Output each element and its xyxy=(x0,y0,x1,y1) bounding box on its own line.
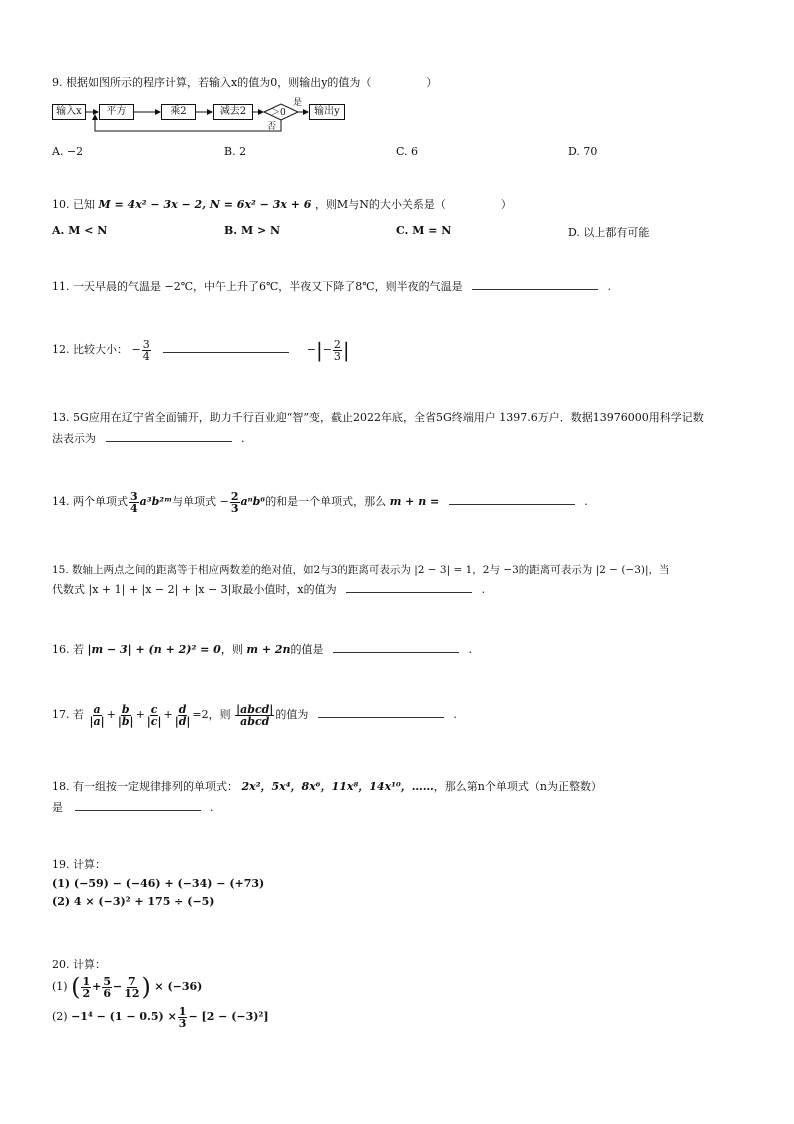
q14-prefix: 14. 两个单项式 xyxy=(52,495,128,508)
q12-left-fraction xyxy=(142,339,151,362)
flow-times2-box: 乘2 xyxy=(161,104,196,120)
q13-line2 xyxy=(52,431,245,446)
q10-option-b[interactable]: B. M > N xyxy=(224,224,281,237)
fraction-numerator: 5 xyxy=(103,974,111,988)
q14-fraction-2 xyxy=(230,491,240,514)
fraction-denominator: 12 xyxy=(124,986,140,1000)
q15-line2-text: 代数式 |x + 1| + |x − 2| + |x − 3|取最小值时，x的值为 xyxy=(52,583,337,596)
flow-condition: ＞0 xyxy=(271,108,286,118)
fraction-numerator: 2 xyxy=(333,337,341,351)
fraction-numerator: b xyxy=(121,702,130,716)
q10-option-c[interactable]: C. M = N xyxy=(396,224,452,237)
q19-title: 19. 计算： xyxy=(52,858,106,871)
q20-part2 xyxy=(52,1002,269,1032)
fraction-numerator: 1 xyxy=(178,1004,187,1018)
fraction-numerator: 3 xyxy=(142,337,150,351)
fraction-numerator: d xyxy=(178,702,187,716)
q20-title: 20. 计算： xyxy=(52,958,106,971)
q12-right-fraction xyxy=(333,339,342,362)
q16-prefix: 16. 若 xyxy=(52,643,84,656)
q12-right-sign: − xyxy=(306,343,316,356)
flow-no-label: 否 xyxy=(267,122,277,132)
q20-part1: (1) ( $\frac{1}{2}$ + $\frac{5}{6}$ − $\frac{7}{12}$ ) × (−36) xyxy=(52,973,203,1001)
q17-fraction-a xyxy=(89,704,106,727)
q12-left-sign: − xyxy=(131,343,141,356)
q15-answer-blank[interactable] xyxy=(346,582,472,593)
paren-right: ) xyxy=(141,973,151,1001)
q11-answer-blank[interactable] xyxy=(472,279,598,290)
q18-answer-blank[interactable] xyxy=(75,800,201,811)
fraction-denominator: 6 xyxy=(103,986,111,1000)
fraction-numerator: 1 xyxy=(82,974,91,988)
fraction-numerator: 7 xyxy=(128,974,136,988)
fraction-denominator: |a| xyxy=(89,714,105,728)
q20-part1-tail: × (−36) xyxy=(154,980,203,993)
q9-option-c[interactable]: C. 6 xyxy=(396,145,419,158)
q18-line1-end: ，那么第n个单项式（n为正整数） xyxy=(433,780,602,793)
q20-part2-tail: − [2 − (−3)²] xyxy=(188,1010,269,1023)
q14-fraction-1 xyxy=(129,491,139,514)
q19-part1: (1) (−59) − (−46) + (−34) − (+73) xyxy=(52,877,265,890)
abs-bar-right: | xyxy=(342,338,350,362)
flow-minus2-box: 减去2 xyxy=(213,104,253,120)
fraction-denominator: 4 xyxy=(142,349,150,363)
q12-right-inner-sign: − xyxy=(322,343,332,356)
q17-fraction-c xyxy=(146,704,163,727)
q20-part2-head: −1⁴ − (1 − 0.5) × xyxy=(71,1010,177,1023)
q17-big-fraction xyxy=(235,704,274,727)
q16-ask: m + 2n xyxy=(246,643,291,656)
q14-suffix: 的和是一个单项式，那么 xyxy=(265,495,387,508)
q14-term-1: a³b²ᵐ xyxy=(139,495,173,508)
q11-stem xyxy=(52,279,611,294)
fraction-numerator: 3 xyxy=(130,489,138,503)
q20-part2-label: (2) xyxy=(52,1010,68,1023)
q15-line1: 15. 数轴上两点之间的距离等于相应两数差的绝对值，如2与3的距离可表示为 |2 − 3| = 1，2与 −3的距离可表示为 |2 − (−3)|，当 xyxy=(52,564,670,576)
q15-line2 xyxy=(52,582,485,597)
fraction-denominator: abcd xyxy=(240,714,270,728)
q16-suffix: 的值是 xyxy=(290,643,324,656)
q9-option-d[interactable]: D. 70 xyxy=(568,145,598,158)
q11-end: . xyxy=(607,280,612,293)
q9-flowchart xyxy=(52,98,352,137)
fraction-denominator: |c| xyxy=(146,714,162,728)
q20-fraction-c xyxy=(123,976,140,999)
q10-expression: M = 4x² − 3x − 2, N = 6x² − 3x + 6 xyxy=(98,198,312,211)
fraction-denominator: |d| xyxy=(174,714,191,728)
q13-end: . xyxy=(241,432,245,445)
q13-line2-text: 法表示为 xyxy=(52,432,96,445)
q17-answer-blank[interactable] xyxy=(318,707,444,718)
q9-stem: 9. 根据如图所示的程序计算，若输入x的值为0，则输出y的值为（ ） xyxy=(52,76,438,89)
q10-prefix: 10. 已知 xyxy=(52,198,95,211)
q20-fraction-b xyxy=(102,976,112,999)
paren-left: ( xyxy=(71,973,81,1001)
fraction-numerator: 2 xyxy=(230,489,239,503)
q16-stem xyxy=(52,642,472,657)
flow-input-box: 输入x xyxy=(52,104,86,120)
abs-bar-left: | xyxy=(315,338,323,362)
fraction-denominator: 4 xyxy=(130,501,138,515)
q15-end: . xyxy=(481,583,486,596)
q19-part2: (2) 4 × (−3)² + 175 ÷ (−5) xyxy=(52,895,215,908)
q12-stem xyxy=(52,336,350,364)
fraction-numerator: a xyxy=(93,702,101,716)
q14-answer-blank[interactable] xyxy=(449,494,575,505)
q9-option-b[interactable]: B. 2 xyxy=(224,145,247,158)
fraction-numerator: |abcd| xyxy=(236,702,274,716)
q11-text: 11. 一天早晨的气温是 −2℃，中午上升了6℃，半夜又下降了8℃，则半夜的气温是 xyxy=(52,280,463,293)
q17-stem: 17. 若 $\frac{a}{|a|}$ + $\frac{b}{|b|}$ + $\frac{c}{|c|}$ + $\frac{d}{|d|}$ =2，则 $\frac{\text{|abcd|}}{\text{abcd}}$ 的值为 . xyxy=(52,702,457,728)
q18-line1 xyxy=(52,780,602,794)
fraction-denominator: 3 xyxy=(178,1016,187,1030)
fraction-denominator: 3 xyxy=(230,501,239,515)
q14-term-2: aⁿb⁶ xyxy=(240,495,266,508)
q17-suffix: 的值为 xyxy=(275,708,309,721)
flow-yes-label: 是 xyxy=(293,98,303,108)
q14-end: . xyxy=(584,495,588,508)
q17-fraction-b xyxy=(117,704,135,727)
flow-output-box: 输出y xyxy=(309,104,345,120)
q14-mid: 与单项式 − xyxy=(172,495,229,508)
q10-stem xyxy=(52,198,512,212)
q18-line2 xyxy=(52,800,214,815)
q13-answer-blank[interactable] xyxy=(106,431,232,442)
fraction-denominator: 3 xyxy=(333,349,341,363)
q10-option-d[interactable]: D. 以上都有可能 xyxy=(568,226,650,239)
q16-expression: |m − 3| + (n + 2)² = 0 xyxy=(87,643,221,656)
q10-suffix: ，则M与N的大小关系是（ ） xyxy=(314,198,512,211)
q18-line1-text: 18. 有一组按一定规律排列的单项式： xyxy=(52,780,238,793)
q12-answer-blank[interactable] xyxy=(163,342,289,353)
q13-line1: 13. 5G应用在辽宁省全面铺开，助力千行百业迎“智”变，截止2022年底，全省5G终端用户 1397.6万户．数据13976000用科学记数 xyxy=(52,411,704,424)
q9-option-a[interactable]: A. −2 xyxy=(52,145,84,158)
q18-line2-text: 是 xyxy=(52,801,63,814)
flowchart-arrows xyxy=(52,101,352,137)
q12-prefix: 12. 比较大小： xyxy=(52,343,128,356)
q20-fraction-a xyxy=(81,976,91,999)
q14-stem xyxy=(52,487,588,517)
q17-equals: =2，则 xyxy=(192,708,231,721)
q17-prefix: 17. 若 xyxy=(52,708,84,721)
flow-square-box: 平方 xyxy=(99,104,134,120)
q18-end: . xyxy=(210,801,214,814)
fraction-denominator: |b| xyxy=(117,714,134,728)
q20-fraction-d xyxy=(178,1006,188,1029)
q16-answer-blank[interactable] xyxy=(333,642,459,653)
fraction-denominator: 2 xyxy=(82,986,91,1000)
q17-fraction-d xyxy=(174,704,192,727)
q17-end: . xyxy=(453,708,457,721)
q16-end: . xyxy=(468,643,473,656)
q14-ask: m + n = xyxy=(389,495,440,508)
q16-mid: ，则 xyxy=(220,643,243,656)
q10-option-a[interactable]: A. M < N xyxy=(52,224,108,237)
q20-part1-label: (1) xyxy=(52,980,68,993)
q18-sequence: 2x²，5x⁴，8x⁶，11x⁸，14x¹⁰，…… xyxy=(241,780,434,793)
fraction-numerator: c xyxy=(150,702,158,716)
